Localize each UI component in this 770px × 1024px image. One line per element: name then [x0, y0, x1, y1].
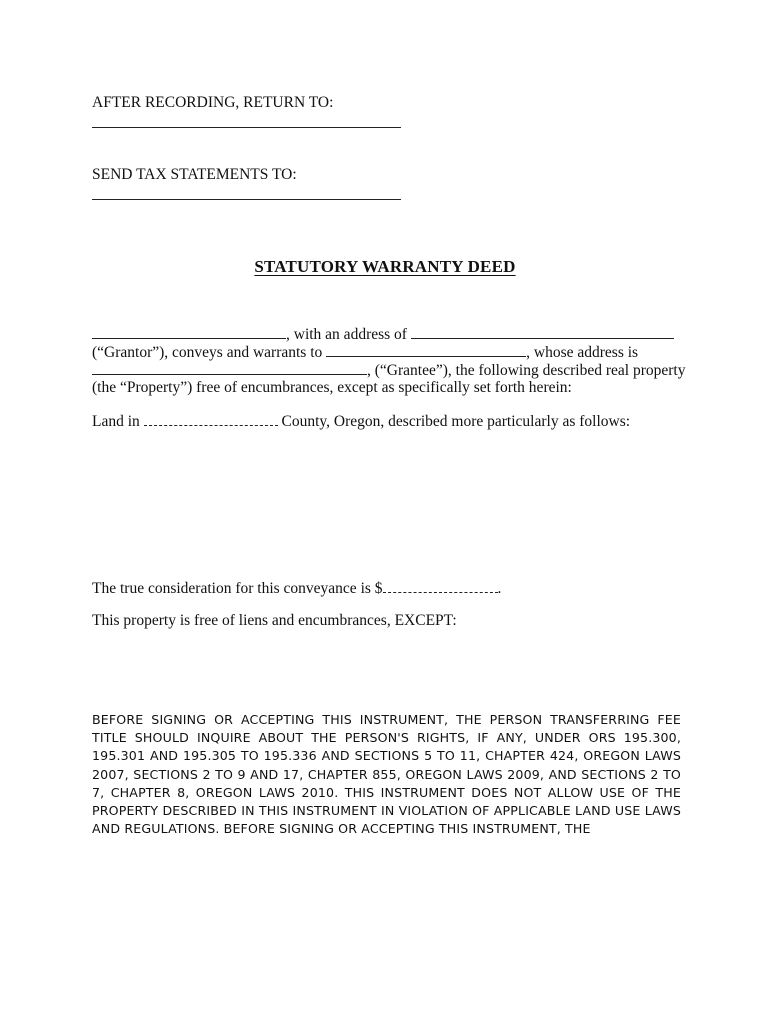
conveys-line [92, 343, 638, 362]
grantor-address-blank[interactable] [411, 325, 674, 339]
send-tax-blank[interactable] [92, 199, 401, 200]
deed-title: STATUTORY WARRANTY DEED [254, 257, 516, 276]
send-tax-label: SEND TAX STATEMENTS TO: [92, 166, 297, 183]
liens-line: This property is free of liens and encumbrances, EXCEPT: [92, 612, 457, 629]
ors-warning-text: BEFORE SIGNING OR ACCEPTING THIS INSTRUMENT, THE PERSON TRANSFERRING FEE TITLE SHOULD INQUIRE ABOUT THE PERSON'S RIGHTS, IF ANY, UNDER ORS 195.300, 195.301 AND 195.305 TO 195.336 AND SECTIONS 5 TO 11, CHAPTER 424, OREGON LAWS 2007, SECTIONS 2 TO 9 AND 17, CHAPTER 855, OREGON LAWS 2009, AND SECTIONS 2 TO 7, CHAPTER 8, OREGON LAWS 2010. THIS INSTRUMENT DOES NOT ALLOW USE OF THE PROPERTY DESCRIBED IN THIS INSTRUMENT IN VIOLATION OF APPLICABLE LAND USE LAWS AND REGULATIONS. BEFORE SIGNING OR ACCEPTING THIS INSTRUMENT, THE [92, 712, 681, 837]
grantee-address-blank[interactable] [92, 361, 367, 375]
consideration-amount-blank[interactable] [383, 579, 498, 593]
consideration-period: . [497, 580, 502, 597]
after-recording-blank[interactable] [92, 127, 401, 128]
consideration-text: The true consideration for this conveyance is $ [92, 580, 383, 597]
grantor-line [92, 325, 674, 344]
grantor-name-blank[interactable] [92, 325, 286, 339]
land-in-text: Land in [92, 413, 140, 430]
county-blank[interactable] [144, 412, 278, 426]
with-address-text: , with an address of [286, 326, 407, 343]
property-line: (the “Property”) free of encumbrances, except as specifically set forth herein: [92, 379, 572, 396]
grantee-text: , (“Grantee”), the following described real property [367, 362, 686, 379]
grantee-line [92, 361, 685, 380]
land-line [92, 412, 630, 431]
grantor-conveys-text: (“Grantor”), conveys and warrants to [92, 344, 323, 361]
after-recording-label: AFTER RECORDING, RETURN TO: [92, 94, 334, 111]
consideration-line [92, 579, 501, 598]
whose-address-text: , whose address is [526, 344, 639, 361]
county-text: County, Oregon, described more particularly as follows: [281, 413, 631, 430]
grantee-name-blank[interactable] [326, 343, 526, 357]
